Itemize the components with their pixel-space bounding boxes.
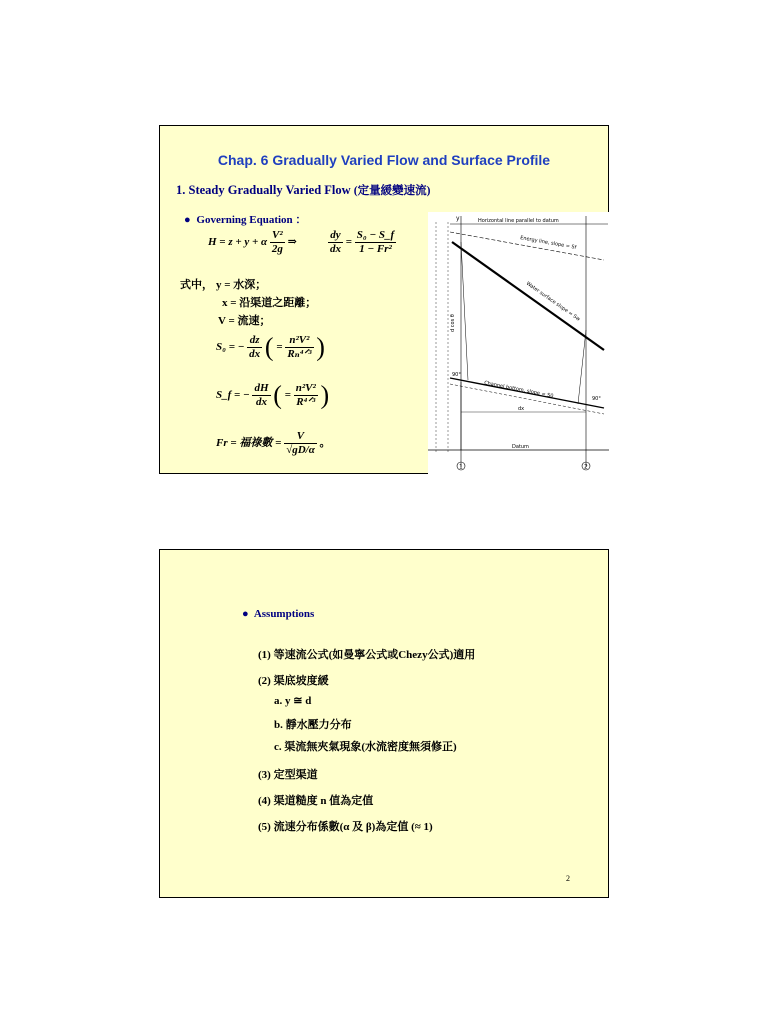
assumptions-heading <box>242 608 314 620</box>
bullet-dot-icon: ● <box>184 214 191 226</box>
dx-label: dx <box>518 406 525 412</box>
gvf-rhs-frac <box>355 229 396 256</box>
assumption-item: (4) 渠道糙度 n 值為定值 <box>258 795 374 807</box>
slide-2 <box>159 549 609 898</box>
energy-line-label: Energy line, slope = Sf <box>519 235 577 251</box>
governing-equation-bullet <box>184 211 306 227</box>
dcos-label: d cos θ <box>450 314 456 332</box>
def-x: x = 沿渠道之距離； <box>222 297 317 309</box>
assumption-subitem: a. y ≅ d <box>274 695 312 707</box>
channel-bottom-label: Channel bottom, slope = S0 <box>483 380 554 400</box>
sf-inner-eq: = <box>284 389 291 402</box>
slide-1 <box>159 125 609 474</box>
energy-eq-den: 2g <box>271 243 283 255</box>
angle-90-label-1: 90° <box>452 372 461 378</box>
page-number: 2 <box>566 874 570 883</box>
assumptions-heading-text: Assumptions <box>253 608 315 620</box>
s0-lhs: S₀ = − <box>216 341 245 354</box>
dydx-frac <box>328 229 343 256</box>
def-v: V = 流速； <box>218 315 271 327</box>
gvf-equation: $\frac{dy}{dx}$ = $\frac{\text{S₀ − S\_f}}{\text{1 − Fr²}}$ <box>330 229 395 255</box>
assumption-item: (1) 等速流公式(如曼寧公式或Chezy公式)適用 <box>258 649 476 661</box>
dydx-num: dy <box>328 229 343 243</box>
slide-title: Chap. 6 Gradually Varied Flow and Surface Profile <box>217 152 551 168</box>
s0-den: dx <box>249 348 261 360</box>
fr-tail: 。 <box>319 437 331 450</box>
fr-num: V <box>284 430 317 444</box>
slide-subtitle <box>176 182 430 198</box>
y-axis-label: y <box>456 215 460 222</box>
angle-90-label-2: 90° <box>592 396 601 402</box>
assumption-item: (5) 流速分布係數(α 及 β)為定值 (≈ 1) <box>258 821 433 833</box>
energy-eq-frac <box>270 229 285 256</box>
def-lead: 式中， <box>180 279 213 291</box>
s0-frac <box>247 334 262 361</box>
bullet-label: Governing Equation ： <box>196 214 307 226</box>
sf-lhs: S_f = − <box>216 389 250 402</box>
subtitle-zh: (定量緩變速流) <box>353 185 431 197</box>
assumption-item: (3) 定型渠道 <box>258 769 318 781</box>
section-2-label: 2 <box>584 463 588 471</box>
s0-inner-eq: = <box>276 341 283 354</box>
sf-den: dx <box>256 396 267 408</box>
assumption-subitem: b. 靜水壓力分布 <box>274 719 352 731</box>
gvf-rhs-den: 1 − Fr² <box>359 243 392 255</box>
sf-frac <box>252 382 270 409</box>
def-y: y = 水深； <box>216 279 267 291</box>
depth-line-1 <box>461 242 468 380</box>
sf-inner-num: n²V² <box>295 382 316 394</box>
subtitle-en: 1. Steady Gradually Varied Flow <box>176 183 351 197</box>
assumption-subitem: c. 渠流無夾氣現象(水流密度無須修正) <box>274 741 457 753</box>
sf-num: dH <box>254 382 269 394</box>
horizontal-line-label: Horizontal line parallel to datum <box>478 218 559 224</box>
energy-equation <box>208 229 297 256</box>
energy-eq-lhs: H = z + y + α <box>208 236 268 249</box>
sf-inner-den: R⁴ᐟ³ <box>296 396 316 408</box>
s0-inner-frac <box>285 334 313 361</box>
s0-num: dz <box>247 334 262 348</box>
gvf-rhs-num: S₀ − S_f <box>356 229 395 241</box>
dydx-den: dx <box>330 243 341 255</box>
gvf-profile-diagram <box>428 212 609 474</box>
fr-frac <box>284 430 317 457</box>
s0-inner-den: Rₙ⁴ᐟ³ <box>287 348 312 360</box>
depth-line-2 <box>578 330 586 404</box>
water-surface-label: Water surface slope = Sw <box>524 280 582 323</box>
sf-inner-frac <box>294 382 318 409</box>
s0-inner-num: n²V² <box>285 334 313 348</box>
fr-lhs: Fr = 福祿數 = <box>216 437 282 450</box>
fr-den: √gD/α <box>286 444 315 456</box>
gvf-profile-figure <box>428 212 609 474</box>
bed-slope-equation: S₀ = − $\frac{dz}{dx}$ ( = $\frac{\text{n²V²}}{\text{Rₙ⁴ᐟ³}}$ ) <box>216 332 325 362</box>
assumption-item: (2) 渠底坡度緩 <box>258 675 329 687</box>
froude-equation <box>216 430 331 457</box>
energy-eq-num: V² <box>270 229 285 243</box>
friction-slope-equation: S_f = − $\frac{dH}{dx}$ ( = $\frac{\text{n²V²}}{\text{R⁴ᐟ³}}$ ) <box>216 380 330 410</box>
section-1-label: 1 <box>459 463 463 471</box>
water-surface-line <box>452 242 604 350</box>
implies-arrow: ⇒ <box>287 236 297 249</box>
datum-label: Datum <box>512 444 529 450</box>
bullet-dot-icon: ● <box>242 608 249 620</box>
